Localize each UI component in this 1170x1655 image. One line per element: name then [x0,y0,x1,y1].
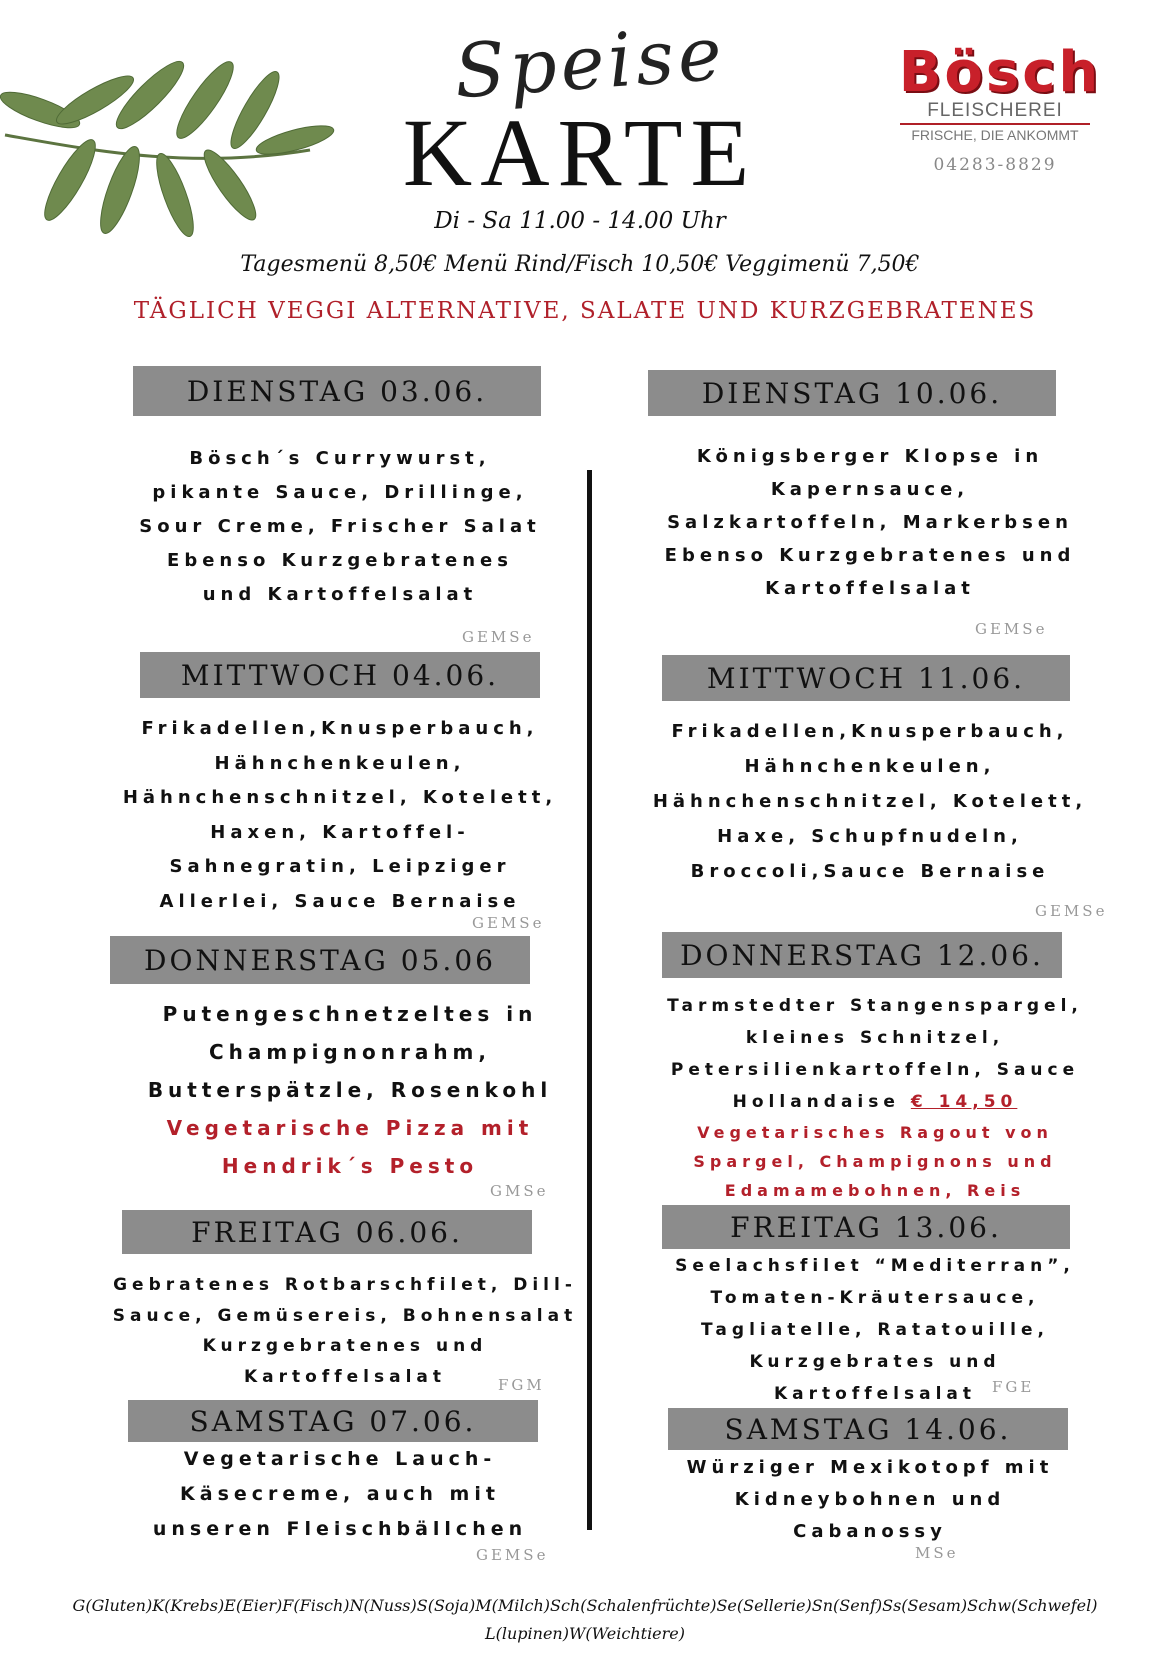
dish-line: pikante Sauce, Drillinge, [152,482,528,503]
dish-line: Würziger Mexikotopf mit [686,1457,1054,1478]
day-header-week2-2: DONNERSTAG 12.06. [662,932,1062,978]
logo-subtitle: FLEISCHEREI [900,100,1090,125]
dish-line: Königsberger Klopse in [696,446,1044,467]
dish-line: Sauce, Gemüsereis, Bohnensalat [112,1305,578,1326]
dish-line: Kartoffelsalat [774,1384,976,1404]
veg-dish-line: Spargel, Champignons und [693,1152,1057,1171]
day-header-week2-3: FREITAG 13.06. [662,1205,1070,1249]
dish-line: Käsecreme, auch mit [180,1483,500,1505]
menu-prices: Tagesmenü 8,50€ Menü Rind/Fisch 10,50€ Veggimenü 7,50€ [240,252,920,277]
allergen-code: FGE [992,1378,1035,1396]
dish-line: Butterspätzle, Rosenkohl [147,1078,553,1102]
dish-line: Putengeschnetzeltes in [162,1002,538,1026]
day-header-week1-1: MITTWOCH 04.06. [140,652,540,698]
allergen-code: GMSe [490,1182,549,1200]
dish-line: Tagliatelle, Ratatouille, [701,1320,1049,1340]
script-title: Speise [451,10,729,116]
dish-week1-1 [90,712,590,919]
leaf-branch-illustration [0,30,360,270]
dish-line: Petersilienkartoffeln, Sauce [670,1060,1080,1080]
allergen-code: FGM [498,1376,545,1394]
dish-week2-0 [600,440,1140,605]
dish-line: und Kartoffelsalat [202,584,478,605]
daily-banner: TÄGLICH VEGGI ALTERNATIVE, SALATE UND KURZGEBRATENES [133,298,1037,324]
allergen-code: GEMSe [975,620,1048,638]
day-header-week1-4: SAMSTAG 07.06. [128,1400,538,1442]
dish-line: Gebratenes Rotbarschfilet, Dill- [113,1275,577,1295]
dish-line: unseren Fleischbällchen [152,1518,528,1540]
dish-line: Bösch´s Currywurst, [189,448,491,469]
dish-line: Ebenso Kurzgebratenes [167,550,513,571]
dish-week1-3 [90,1270,600,1392]
allergen-code: GEMSe [1035,902,1108,920]
day-header-week1-3: FREITAG 06.06. [122,1210,532,1254]
page-title: KARTE [402,99,758,206]
dish-line: Ebenso Kurzgebratenes und [664,545,1076,566]
allergen-legend-line: G(Gluten)K(Krebs)E(Eier)F(Fisch)N(Nuss)S(Soja)M(Milch)Sch(Schalenfrüchte)Se(Sellerie)Sn(Senf)Ss(Sesam)Schw(Schwefel) [72,1596,1098,1615]
allergen-code: MSe [915,1544,959,1562]
dish-line: Kurzgebratenes und [202,1336,488,1356]
allergen-code: GEMSe [462,628,535,646]
dish-line: Hähnchenkeulen, [744,756,996,777]
veg-dish-line: Hendrik´s Pesto [221,1154,479,1178]
dish-week2-4 [610,1452,1130,1548]
allergen-code: GEMSe [476,1546,549,1564]
dish-line: Hähnchenkeulen, [214,752,466,774]
day-header-week2-1: MITTWOCH 11.06. [662,655,1070,701]
price-tag: € 14,50 [910,1092,1018,1112]
logo-wordmark: Bösch [898,40,1102,105]
dish-line: Broccoli,Sauce Bernaise [690,861,1050,882]
dish-line: Haxe, Schupfnudeln, [717,826,1023,847]
dish-line: Kurzgebrates und [749,1352,1001,1372]
day-header-week1-0: DIENSTAG 03.06. [133,366,541,416]
dish-line: Kartoffelsalat [765,578,975,599]
logo-tagline: FRISCHE, DIE ANKOMMT [911,127,1079,143]
dish-line-text: Hollandaise [732,1092,900,1112]
brand-logo [860,40,1140,185]
allergen-code: GEMSe [472,914,545,932]
dish-line: Frikadellen,Knusperbauch, [671,721,1069,742]
dish-line: kleines Schnitzel, [745,1028,1005,1048]
veg-dish-line: Vegetarische Pizza mit [166,1116,534,1140]
allergen-legend-line: L(lupinen)W(Weichtiere) [484,1624,686,1643]
dish-week1-4 [90,1442,590,1547]
veg-dish-line: Vegetarisches Ragout von [697,1123,1053,1142]
phone-number: 04283-8829 [933,155,1057,175]
dish-line: Tarmstedter Stangenspargel, [667,996,1083,1016]
dish-line: Kapernsauce, [770,479,970,500]
dish-week2-1 [610,714,1130,889]
dish-line: Salzkartoffeln, Markerbsen [667,512,1073,533]
dish-week1-2 [90,995,610,1185]
dish-line: Haxen, Kartoffel- [210,821,470,843]
dish-week1-0 [90,442,590,612]
opening-hours: Di - Sa 11.00 - 14.00 Uhr [434,208,726,234]
dish-week2-2 [610,990,1140,1205]
dish-line: Cabanossy [793,1521,947,1542]
dish-line: Hähnchenschnitzel, Kotelett, [122,787,558,808]
dish-line: Hähnchenschnitzel, Kotelett, [652,791,1088,812]
day-header-week1-2: DONNERSTAG 05.06 [110,936,530,984]
dish-line: Tomaten-Kräutersauce, [710,1288,1040,1308]
dish-line: Frikadellen,Knusperbauch, [141,718,539,739]
dish-line: Allerlei, Sauce Bernaise [159,890,521,912]
day-header-week2-0: DIENSTAG 10.06. [648,370,1056,416]
dish-line: Vegetarische Lauch- [183,1448,497,1470]
dish-line: Champignonrahm, [209,1040,491,1064]
dish-line: Sour Creme, Frischer Salat [139,516,541,537]
dish-line: Kidneybohnen und [734,1489,1006,1510]
dish-line [610,1086,1140,1118]
dish-week2-3 [610,1250,1140,1410]
dish-line: Seelachsfilet “Mediterran”, [675,1256,1075,1276]
day-header-week2-4: SAMSTAG 14.06. [668,1408,1068,1450]
allergen-legend [30,1592,1140,1648]
dish-line: Kartoffelsalat [244,1366,446,1387]
dish-line: Sahnegratin, Leipziger [169,856,511,877]
veg-dish-line: Edamamebohnen, Reis [724,1181,1026,1200]
